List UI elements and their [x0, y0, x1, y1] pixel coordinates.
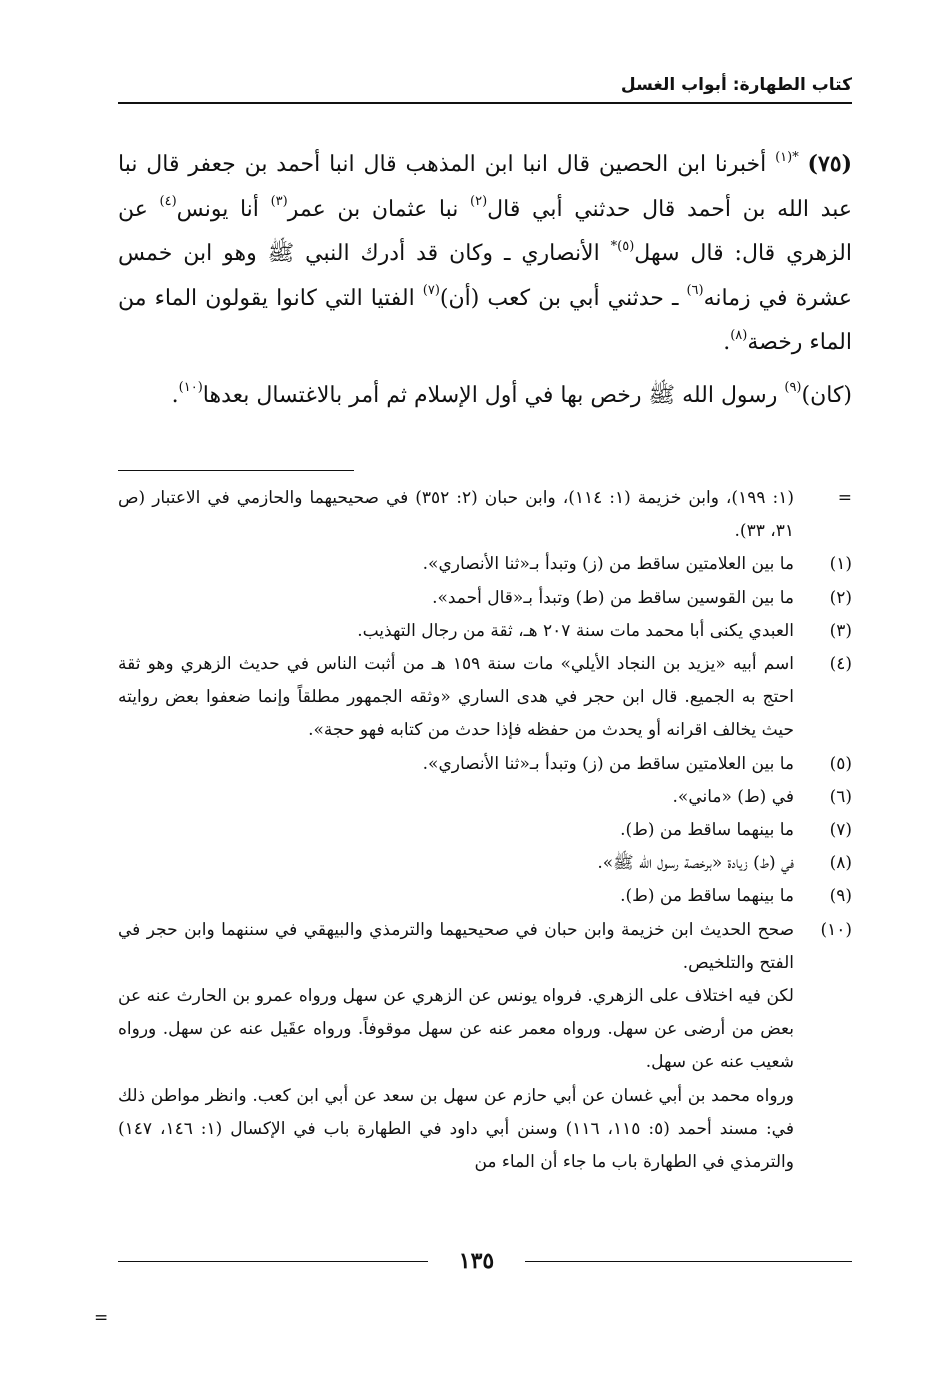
- continuation-mark-end: =: [94, 1308, 109, 1328]
- footnote-7: [118, 814, 852, 847]
- footnote-paragraph: ورواه محمد بن أبي غسان عن أبي حازم عن سهل بن سعد عن أبي ابن كعب. وانظر مواطن ذلك في: مسند أحمد (٥: ١١٥، ١١٦) وسنن أبي داود في الطهارة باب في الإكسال (١: ١٤٦، ١٤٧) والترمذي في الطهارة باب ما جاء أن الماء من: [118, 1085, 794, 1173]
- text-segment: الفتيا التي كانوا يقولون الماء من الماء رخصة: [118, 285, 852, 355]
- footnote-mark: (٤): [829, 654, 852, 675]
- footnote-text: في (ط) زيادة «برخصة رسول الله ﷺ».: [597, 853, 794, 874]
- page-number: ١٣٥: [458, 1248, 495, 1274]
- footnote-ref-1: (١): [775, 149, 793, 165]
- page-number-rule-right: [525, 1261, 852, 1262]
- footnote-5: [118, 748, 852, 781]
- footnote-4: [118, 648, 852, 748]
- footnote-continuation: [118, 482, 852, 548]
- footnote-text: [118, 914, 794, 1180]
- text-segment: (كان): [801, 382, 852, 408]
- footnote-text: اسم أبيه «يزيد بن النجاد الأيلي» مات سنة ١٥٩ هـ من أثبت الناس في حديث الزهري وهو ثقة احتج به الجميع. قال ابن حجر في هدى الساري «وثقه الجمهور مطلقاً وإنما ضعفوا بعض روايته حيث يخالف اقرانه أو يحدث من حفظه فإذا حدث من كتابه فهو حجة».: [118, 654, 795, 741]
- footnote-text: في (ط) «ماني».: [672, 786, 794, 807]
- hadith-paragraph-2: [118, 374, 852, 419]
- asterisk-marker: *: [610, 238, 618, 254]
- asterisk-marker: *: [792, 149, 799, 165]
- text-segment: نبا عثمان بن عمر: [287, 196, 470, 222]
- footnote-text: (١: ١٩٩)، وابن خزيمة (١: ١١٤)، وابن حبان (٢: ٣٥٢) في صحيحيهما والحازمي في الاعتبار (ص ٣١، ٣٣).: [118, 488, 794, 542]
- header-rule: [118, 102, 852, 104]
- text-segment: أخبرنا ابن الحصين قال انبا ابن المذهب قال انبا أحمد بن جعفر قال نبا عبد الله بن أحمد قال حدثني أبي قال: [118, 152, 852, 222]
- footnote-9: [118, 880, 852, 913]
- footnote-mark: (١٠): [820, 919, 852, 940]
- footnote-mark: (٣): [829, 620, 852, 641]
- footnote-mark: (٢): [829, 587, 852, 608]
- footnote-paragraph: صحح الحديث ابن خزيمة وابن حبان في صحيحيهما والترمذي والبيهقي في سننهما وابن حجر في الفتح والتلخيص.: [118, 919, 794, 973]
- footnote-text: العبدي يكنى أبا محمد مات سنة ٢٠٧ هـ، ثقة من رجال التهذيب.: [357, 620, 794, 641]
- hadith-number: (٧٥): [807, 151, 853, 177]
- footnote-text: ما بينهما ساقط من (ط).: [620, 886, 794, 907]
- footnote-6: [118, 781, 852, 814]
- text-segment: الأنصاري ـ وكان قد أدرك النبي ﷺ وهو ابن خمس عشرة في زمانه: [118, 241, 852, 311]
- text-segment: ـ حدثني أبي بن كعب (أن): [439, 285, 687, 311]
- footnote-2: [118, 582, 852, 615]
- footnote-ref-9: (٩): [784, 380, 802, 396]
- footnote-3: [118, 615, 852, 648]
- hadith-paragraph-1: [118, 142, 852, 366]
- footnote-ref-4: (٤): [159, 194, 177, 210]
- footnote-mark: (٦): [829, 786, 852, 807]
- text-segment: رسول الله ﷺ رخص بها في أول الإسلام ثم أمر بالاغتسال بعدها: [202, 382, 785, 408]
- footnote-text: ما بين العلامتين ساقط من (ز) وتبدأ بـ«ثنا الأنصاري».: [422, 554, 794, 575]
- footnote-8: [118, 847, 852, 880]
- footnote-ref-10: (١٠): [178, 380, 203, 396]
- text-segment: .: [171, 382, 179, 408]
- footnote-text: ما بين القوسين ساقط من (ط) وتبدأ بـ«قال أحمد».: [432, 587, 794, 608]
- footnote-mark: (٨): [829, 853, 852, 874]
- footnote-mark: (٧): [829, 820, 852, 841]
- footnote-rule: [118, 470, 354, 471]
- footnote-ref-5: (٥): [617, 238, 635, 254]
- footnote-ref-6: (٦): [686, 283, 704, 299]
- continuation-mark: =: [837, 488, 852, 508]
- footnotes: [118, 482, 852, 1179]
- footnote-ref-7: (٧): [422, 283, 440, 299]
- footnote-ref-2: (٢): [470, 194, 488, 210]
- footnote-ref-8: (٨): [730, 327, 748, 343]
- text-segment: .: [723, 330, 731, 355]
- text-segment: عن الزهري قال: قال سهل: [118, 196, 852, 266]
- footnote-text: ما بين العلامتين ساقط من (ز) وتبدأ بـ«ثنا الأنصاري».: [422, 753, 794, 774]
- footnote-mark: (٥): [829, 753, 852, 774]
- hadith-text: [118, 142, 852, 418]
- footnote-text: ما بينهما ساقط من (ط).: [620, 820, 794, 841]
- footnote-10: [118, 914, 852, 1180]
- footnote-paragraph: لكن فيه اختلاف على الزهري. فرواه يونس عن الزهري عن سهل ورواه عمرو بن الحارث عنه عن بعض من أرضى عن سهل. ورواه معمر عنه عن سهل موقوفاً. ورواه عقَيل عنه عن سهل. ورواه شعيب عنه عن سهل.: [118, 986, 794, 1073]
- running-head: كتاب الطهارة: أبواب الغسل: [620, 75, 852, 95]
- text-segment: أنا يونس: [176, 196, 271, 222]
- page-number-rule-left: [118, 1261, 428, 1262]
- footnote-mark: (١): [829, 554, 852, 575]
- footnote-ref-3: (٣): [270, 194, 288, 210]
- footnote-1: [118, 548, 852, 581]
- footnote-mark: (٩): [829, 886, 852, 907]
